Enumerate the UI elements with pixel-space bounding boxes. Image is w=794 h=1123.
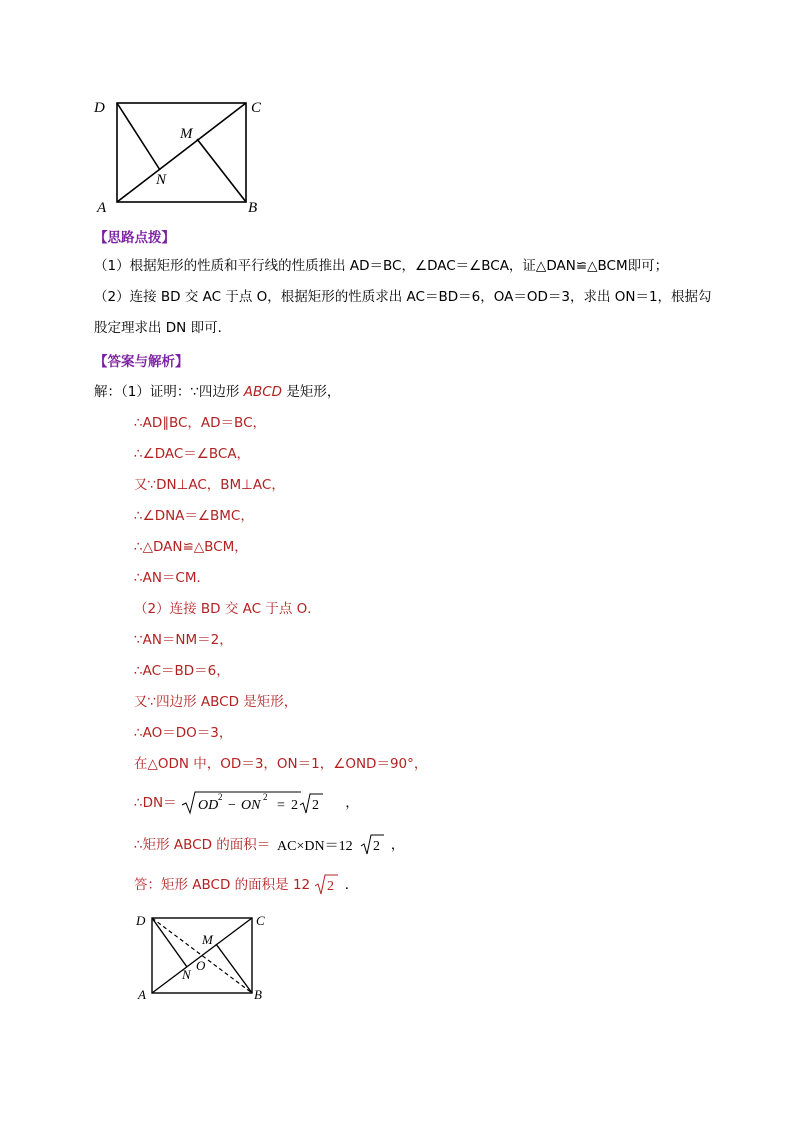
answer-step: ∴AO＝DO＝3， <box>134 725 233 741</box>
area-formula <box>275 833 387 857</box>
answer-step: 又∵DN⊥AC，BM⊥AC， <box>134 477 285 493</box>
label-c: C <box>251 100 262 116</box>
answer-intro <box>94 382 340 402</box>
answer-step: ∴△DAN≌△BCM， <box>134 539 248 555</box>
final-suffix: ． <box>344 877 359 893</box>
answer-step: ∴∠DNA＝∠BMC， <box>134 508 254 524</box>
label-o-2: O <box>196 958 206 973</box>
answer-dn-line <box>134 790 359 816</box>
answer-intro-prefix: 解：（1）证明：∵四边形 <box>94 384 244 400</box>
label-m-2: M <box>202 932 213 947</box>
area-suffix: ， <box>390 837 405 853</box>
label-d-2: D <box>136 913 146 928</box>
dn-prefix: ∴DN＝ <box>134 795 177 811</box>
label-c-2: C <box>256 913 265 928</box>
answer-step: ∴AN＝CM． <box>134 570 210 586</box>
hint-heading: 【思路点拨】 <box>94 230 175 246</box>
area-prefix: ∴矩形 ABCD 的面积＝ <box>134 837 271 853</box>
label-n-2: N <box>182 967 191 982</box>
answer-step: ∴AC＝BD＝6， <box>134 663 230 679</box>
svg-text:AC×DN＝12: AC×DN＝12 <box>276 839 353 854</box>
dn-suffix: ， <box>345 795 359 811</box>
svg-text:OD: OD <box>197 798 219 813</box>
segment-bm <box>197 139 246 202</box>
figure-rectangle-2 <box>130 906 280 1006</box>
label-b-2: B <box>254 987 262 1002</box>
answer-intro-italic: ABCD <box>243 384 283 400</box>
svg-text:2: 2 <box>217 792 223 802</box>
answer-step: ∴AD∥BC，AD＝BC， <box>134 415 267 431</box>
hint-line-3: 股定理求出 DN 即可． <box>94 320 232 336</box>
svg-text:2: 2 <box>327 879 335 894</box>
label-a-2: A <box>138 987 146 1002</box>
answer-step: ∴∠DAC＝∠BCA， <box>134 446 251 462</box>
dn-formula <box>181 790 341 816</box>
answer-final-line <box>134 873 358 897</box>
label-b: B <box>248 200 258 216</box>
hint-line-1: （1）根据矩形的性质和平行线的性质推出 AD＝BC，∠DAC＝∠BCA，证△DAN≌△BCM即可； <box>94 258 669 274</box>
final-formula <box>314 873 340 897</box>
segment-dn-2 <box>152 918 187 967</box>
answer-step: 又∵四边形 ABCD 是矩形， <box>134 694 298 710</box>
label-d: D <box>94 100 105 116</box>
label-m: M <box>180 126 193 142</box>
svg-text:−: − <box>227 798 236 813</box>
label-n: N <box>156 172 167 188</box>
answer-step: ∵AN＝NM＝2， <box>134 632 233 648</box>
svg-text:=: = <box>276 798 285 813</box>
figure-rectangle-1 <box>88 92 278 218</box>
answer-intro-suffix: 是矩形， <box>282 384 341 400</box>
svg-text:2: 2 <box>372 839 380 854</box>
answer-area-line <box>134 833 404 857</box>
answer-heading: 【答案与解析】 <box>94 354 189 370</box>
segment-bm-2 <box>216 944 252 993</box>
final-prefix: 答：矩形 ABCD 的面积是 12 <box>134 877 311 893</box>
svg-text:2: 2 <box>290 798 298 813</box>
svg-text:2: 2 <box>311 798 319 813</box>
svg-text:2: 2 <box>262 792 268 802</box>
diagonal-ac <box>117 103 246 202</box>
answer-step: （2）连接 BD 交 AC 于点 O． <box>134 601 321 617</box>
svg-text:ON: ON <box>240 798 261 813</box>
segment-dn <box>117 103 160 170</box>
label-a: A <box>97 200 107 216</box>
answer-step: 在△ODN 中，OD＝3，ON＝1，∠OND＝90°， <box>134 756 428 772</box>
hint-line-2: （2）连接 BD 交 AC 于点 O，根据矩形的性质求出 AC＝BD＝6，OA＝OD＝3，求出 ON＝1，根据勾 <box>94 289 712 305</box>
